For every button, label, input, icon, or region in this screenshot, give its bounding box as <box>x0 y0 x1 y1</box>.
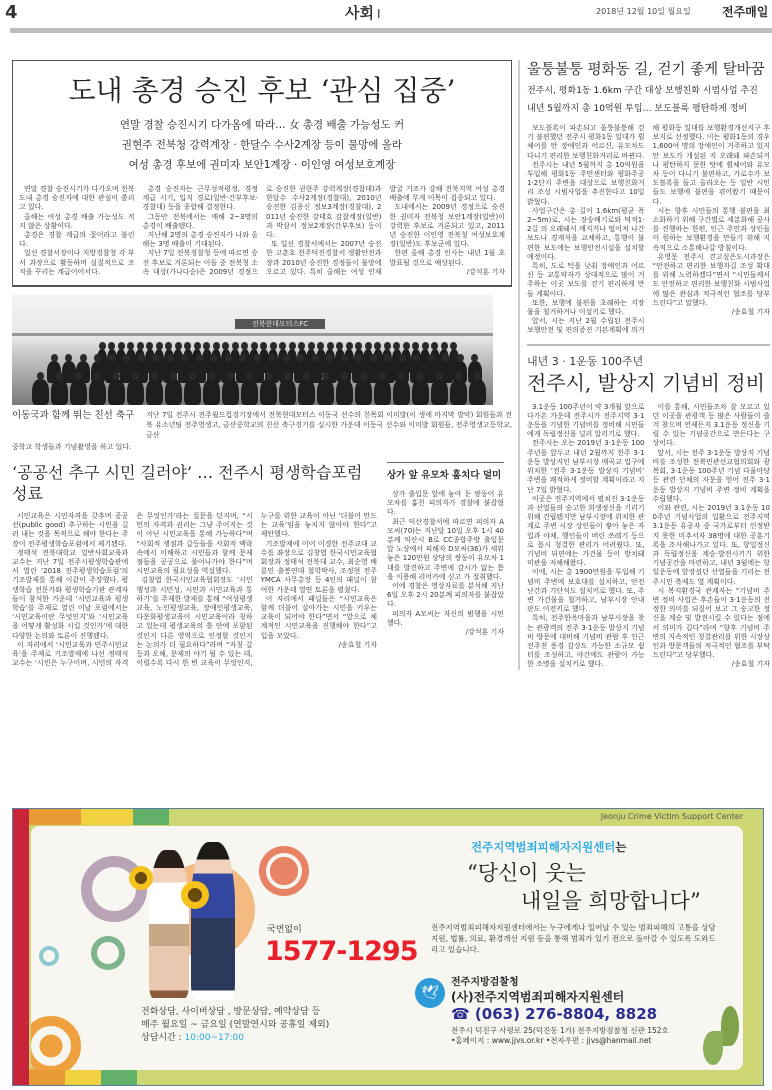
paragraph: 이에 경찰은 영상자료를 분석해 지난 6일 오후 2시 20분께 피의자를 붙잡았다. <box>387 582 504 609</box>
player-head <box>108 342 115 350</box>
paragraph: 상가 출입문 앞에 놓아 둔 쌍둥이 유모차를 훔친 피의자가 경찰에 붙잡혔다. <box>387 490 504 517</box>
player-head <box>146 342 153 350</box>
dove-logo-icon: 🕊 <box>415 978 445 1008</box>
player-head <box>189 372 196 380</box>
byline: /송효철 기자 <box>731 308 770 317</box>
center-address: 전주시 덕진구 사평로 25(덕진동 1가) 전주지방검찰청 신관 152호 <box>451 1026 669 1035</box>
player-head <box>251 342 258 350</box>
paragraph: 연말 경찰 승진시기가 다가오며 전북도내 총경 승진자에 대한 관심이 쏠리고 있다. <box>19 185 135 212</box>
newspaper-name: 전주매일 <box>722 5 769 19</box>
player-figure <box>279 379 296 405</box>
prosecutor-office: 전주지방검찰청 <box>451 977 519 988</box>
paragraph: 이곳은 전주지역에서 펼쳐진 3·1운동과 선열들의 숭고한 희생정신을 기리기 위해 건립됐지만 남부시장에 위치한 관계로 주변 시장 상인들이 쌓아 놓은 자입과 야채, 행인들이 버린 쓰레기 등으로 몹시 청결한 관리가 어려웠다. 또, 기념비 뒤편에는 가건물 등이 방치돼 미관을 저해해왔다. <box>527 494 645 568</box>
stadium-banner: 전북현대모터스FC <box>235 319 325 329</box>
player-head <box>75 372 82 380</box>
toll-free-label: 국번없이 <box>267 925 302 935</box>
paragraph: 보도블록이 파손되고 울퉁불퉁해 걷기 불편했던 전주시 평화1동 일대가 휠체어를 탄 장애인과 어르신, 유모차도 다니기 편리한 보행친화거리로 바뀐다. <box>527 124 645 160</box>
subtitle: 연말 경찰 승진시기 다가옴에 따라… 女 총경 배출 가능성도 커 <box>119 119 405 131</box>
player-head <box>471 354 478 362</box>
player-head <box>151 372 158 380</box>
article-body <box>527 124 770 336</box>
player-figure <box>469 379 486 405</box>
divider <box>527 344 770 346</box>
player-head <box>341 372 348 380</box>
hours-value: 10:00~17:00 <box>184 1033 244 1043</box>
player-figure <box>260 379 277 405</box>
paragraph: 올해는 여성 총경 배출 가능성도 적지 않은 상황이다. <box>19 212 135 230</box>
player-head <box>51 354 58 362</box>
paragraph: 한편 올해 총경 인사는 내년 1월 초 발표될 것으로 예상된다. <box>389 249 505 267</box>
player-head <box>65 354 72 362</box>
player-head <box>355 354 362 362</box>
decor-circle <box>91 936 125 970</box>
paragraph: 정태석 전북대학교 일반사회교육과 교수는 지난 7일 전주시평생학습관에서 열린 ‘2018 전주평생학습포럼’의 기조발제를 통해 이같이 주장했다. 평생학습 전문가와 평생학습기관 관계자들이 참석한 가운데 ‘시민교육과 평생학습’를 주제로 열린 이날 포럼에서는 ‘시민교육이란 무엇인지’와 ‘시민교육을 어떻게 활성화 시킬 것인가’에 대한 다양한 논의와 토론이 진행됐다. <box>12 548 129 640</box>
player-head <box>118 342 125 350</box>
player-head <box>327 342 334 350</box>
green-block <box>101 1069 137 1085</box>
hours-label: 상담시간 : <box>141 1033 185 1043</box>
player-figure <box>146 379 163 405</box>
paragraph: 유영문 전주시 걷고싶은도시과장은 “안전하고 편리한 보행자길 조성 확대를 위해 노력하겠다”면서 “시민들께서도 안전하고 편리한 보행친화 시범사업에 많은 관심과 적극적인 협조를 당부드린다”고 말했다. <box>652 252 770 307</box>
player-figure <box>393 379 410 405</box>
player-head <box>113 372 120 380</box>
player-head <box>403 342 410 350</box>
player-head <box>175 342 182 350</box>
page-number: 4 <box>5 2 18 23</box>
subtitle: 권현주 전북청 강력계장 · 한달수 수사2계장 등이 물망에 올라 <box>121 139 403 151</box>
lead-suffix: 는 <box>615 840 627 854</box>
paragraph: 총경 승진자는 근무성적평정, 경정 계급 시기, 입직 경로(일반·간부후보·경찰대) 등을 종합해 결정한다. <box>142 185 258 212</box>
subtitle: 여성 총경 후보에 권미자 보안1계장 · 이인영 여성보호계장 <box>128 159 396 171</box>
player-head <box>341 354 348 362</box>
paragraph: 그동안 전북에서는 매해 2~3명의 총경이 배출됐다. <box>142 212 258 230</box>
left-column <box>12 60 512 668</box>
player-head <box>289 342 296 350</box>
headline: 전주시, 발상지 기념비 정비 <box>527 370 765 395</box>
player-head <box>431 342 438 350</box>
paragraph: 이에, 시는 총 1900만원을 투입해 기념비 주변에 보호대를 설치하고, 안전난간과 기단석도 설치키로 했다. 또, 주변 가건물을 철거하고, 남부시장 안내판도 이전키로 했다. <box>527 568 645 614</box>
player-head <box>326 354 333 362</box>
paragraph: 총경은 경찰 계급의 꽃이라고 불린다. <box>19 231 135 249</box>
hotline-number: 1577-1295 <box>265 936 418 967</box>
player-head <box>455 372 462 380</box>
player-head <box>137 342 144 350</box>
paragraph: 김창엽 한국시민교육협회장도 ‘시민행성과 시민성, 시민과 시민교육과 통하기’를 주제한 발제를 통해 “여성평생교육, 노인평생교육, 장애인평생교육, 다문화평생교육이 시민교육이라 칭하고 있는데 평생교육의 틀 안에 포함된 것인지 다른 영역으로 인정할 것인지는 논의가 더 필요하다”라며 “자칫 갈등과 오해, 문제의 야기 될 수 있는 데, 이럴수록 다시 한 번 교육이 무엇인지, 누구를 위한 교육이 아닌 ‘더불어 만드는 교육’임을 놓치지 않아야 한다”고 제안했다. <box>136 512 377 668</box>
player-head <box>260 342 267 350</box>
player-head <box>317 342 324 350</box>
player-head <box>412 342 419 350</box>
headline: 울퉁불퉁 평화동 길, 걷기 좋게 탈바꿈 <box>527 62 765 78</box>
stadium-stand <box>12 333 493 336</box>
player-head <box>208 372 215 380</box>
center-web: •홈페이지 : www.jjvs.or.kr •전자우편 : jjvs@hanmail.net <box>451 1036 652 1045</box>
article-body <box>12 512 377 668</box>
service-days: 매주 월요일 ~ 금요일 (연말연시와 공휴일 제외) <box>141 1020 330 1030</box>
player-head <box>365 342 372 350</box>
orange-block <box>29 1069 65 1085</box>
player-head <box>312 354 319 362</box>
yellow-block <box>81 809 133 825</box>
player-head <box>80 354 87 362</box>
girl-figure <box>149 850 189 998</box>
player-head <box>360 372 367 380</box>
decor-circle <box>31 1016 81 1070</box>
player-head <box>399 354 406 362</box>
paragraph: 이 자리에서 패널들은 “시민교육은 함께 더불어 살아가는 시민을 키우는 교육이 되어야 한다”면서 “앞으로 체계적인 시민교육을 진행해야 한다”고 입을 모았다. <box>260 594 377 640</box>
center-phone: ☎ (063) 276-8804, 8828 <box>451 1005 658 1023</box>
player-figure <box>355 379 372 405</box>
byline: /강석훈 기자 <box>465 628 504 637</box>
player-figure <box>450 379 467 405</box>
paragraph: 전주시는 내년 5월까지 총 10억원을 투입해 평화1동 주민센터와 평화주공 1·2단지 주변을 대상으로 보행친화거리 조성 시범사업을 추진한다고 10일 밝혔다. <box>527 160 645 206</box>
service-hours <box>141 1032 329 1045</box>
photo-caption: 지난 7일 전주시 전주월드컵경기장에서 전북현대모터스 이동국 선수의 친목회 이미발(이 생에 마지막 발악) 회원들과 전북 유소년팀 전주영생고, 금산중학교의 친선 축구경기를 실시한 가운데 이동국 선수와 이미발 회원들, 전주영생고등학교, 금산 <box>146 411 512 440</box>
player-head <box>308 342 315 350</box>
player-head <box>167 354 174 362</box>
paragraph: 지난 7일 전북경찰청 등에 따르면 승진 후보로 거론되는 이들 중 전북청 소속 대상(가나다순)은 2009년 경정으로 승진한 권현주 강력계장(경찰대)과 한달수 수사2계장(경찰대), 2010년 승진한 김종신 정보3계장(경찰대), 2011년 승진한 강태호 감찰계장(일반)과 박삼서 정보2계장(간부후보) 등이다. <box>142 185 382 276</box>
header-rule <box>10 28 772 33</box>
advertisement <box>12 808 764 1086</box>
article-stroller <box>387 462 504 637</box>
player-head <box>246 372 253 380</box>
player-figure <box>374 379 391 405</box>
ad-description: 전주지역범죄피해자지원센터에서는 누구에게나 일어날 수 있는 범죄피해의 고통을 상담지원, 법률, 의료, 환경개선 지원 등을 통해 범죄가 있기 전으로 돌아갈 수 있도록 도와드리고 있습니다. <box>431 923 716 954</box>
player-figure <box>336 379 353 405</box>
player-head <box>413 354 420 362</box>
article-police <box>12 60 512 287</box>
article-body <box>387 490 504 637</box>
player-head <box>442 354 449 362</box>
byline: /강석훈 기자 <box>466 267 505 276</box>
player-head <box>196 354 203 362</box>
player-head <box>56 372 63 380</box>
player-figure <box>412 379 429 405</box>
player-head <box>283 354 290 362</box>
player-head <box>370 354 377 362</box>
player-head <box>436 372 443 380</box>
photo-caption-tail: 중학교 학생들과 기념촬영을 하고 있다. <box>12 443 132 452</box>
organization-block <box>421 976 736 1046</box>
player-head <box>322 372 329 380</box>
paragraph: 특히, 전주한옥마을과 남부시장을 찾는 관광객의 전주 3·1운동 발상지 기념비 방문에 대비해 기념비 관람 후 인근 전주천 풍경 감상도 가능한 소규모 쉼터를 조성하고, 야간에도 관람이 가능한 조명을 설치키로 했다. <box>527 614 645 669</box>
sunflower-icon <box>181 881 209 909</box>
player-head <box>303 372 310 380</box>
player-head <box>232 342 239 350</box>
player-head <box>203 342 210 350</box>
orange-block <box>29 809 81 825</box>
player-figure <box>241 379 258 405</box>
player-figure <box>32 379 49 405</box>
player-figure <box>203 379 220 405</box>
paragraph: 특히, 도로 턱을 낮춰 장애인과 어르신 등 교통약자가 상대적으로 많이 거주하는 이곳 보도를 걷기 편리하게 만들 계획이다. <box>527 262 645 298</box>
green-block <box>133 809 169 825</box>
paragraph: 기조발제에 이어 이경한 전주교대 교수를 좌장으로 김창엽 한국시민교육협회장과 정태석 전북대 교수, 최순영 배롱민 출봉연대 철학박사, 조정현 전주YMCA 사무총장 등 4인의 패널이 참여한 가운데 열띤 토론을 펼쳤다. <box>260 539 377 594</box>
byline: /송효철 기자 <box>338 640 377 649</box>
lower-articles <box>12 462 512 668</box>
player-head <box>284 372 291 380</box>
paragraph: 시민교육은 시민자격을 갖추며 공공선(public good) 추구하는 시민을 길러 내는 것을 목적으로 해야 한다는 주장이 전주평생학습포럼에서 제기됐다. <box>12 512 129 548</box>
paragraph: 피의자 A모씨는 자신의 범행을 시인했다. <box>387 609 504 627</box>
player-head <box>279 342 286 350</box>
player-head <box>170 372 177 380</box>
player-head <box>99 342 106 350</box>
yellow-block <box>65 1069 101 1085</box>
player-figure <box>184 379 201 405</box>
slogan-line-1: “당신이 웃는 <box>467 861 586 885</box>
issue-date: 2018년 12월 10일 월요일 <box>596 7 691 16</box>
player-head <box>213 342 220 350</box>
player-head <box>239 354 246 362</box>
service-info <box>141 1006 329 1045</box>
player-head <box>37 372 44 380</box>
decor-circle <box>39 946 59 966</box>
player-head <box>379 372 386 380</box>
player-head <box>384 354 391 362</box>
byline: /송효철 기자 <box>731 660 770 669</box>
paragraph: 도내에서는 2009년 경정으로 승진한 권미자 전북청 보안1계장(일반)이 강력한 후보로 거론되고 있고, 2011년 승진한 이인영 전북청 여성보호계장(일반)도 후보군에 있다. <box>389 203 505 249</box>
player-head <box>450 342 457 350</box>
player-head <box>181 354 188 362</box>
paragraph: 시는 향후 시민들의 통행 불편을 최소화하기 위해 구간별로 세분화해 공사를 진행하는 한편, 인근 주민과 상인들이 원하는 보행환경을 만들기 위해 지속적으로 소통해나갈 방침이다. <box>652 206 770 252</box>
player-figure <box>108 379 125 405</box>
paragraph: 일선 경찰서장이나 지방경찰청 각 부서 과장으로 활동하며 실질적으로 조직을 꾸리는 계급이어서다. <box>19 249 135 276</box>
player-head <box>384 342 391 350</box>
paragraph: 이 자리에서 ‘시민교육과 민주시민교육’을 주제로 기조발제에 나선 정태석 교수는 ‘시민은 누구이며, 시민의 자격은 무엇인가’라는 질문을 던지며, “시민의 자격과 권리는 그냥 주어지는 것이 아닌 시민교육을 통해 가능하다”며 “사회적 쟁점과 갈등들을 사회적 맥락 속에서 이해하고 시민들과 함께 문제점들을 공공으로 풀어나가야 한다”며 시민교육의 필요성을 역설했다. <box>12 512 253 668</box>
player-head <box>123 354 130 362</box>
right-column <box>518 60 770 670</box>
paragraph: 지난해 2명의 총경 승진자가 나와 올해는 3명 배출이 기대된다. <box>142 231 258 249</box>
player-head <box>210 354 217 362</box>
player-head <box>393 342 400 350</box>
article-body <box>527 403 770 670</box>
paragraph: 앞서, 시는 지난 2월 수립된 전주시 보행안전 및 편의증진 기본계획에 의거해 평화동 일대를 보행환경개선지구 후보지로 선정했다. 이는 평화1동의 경우 1,600여 명의 장애인이 거주하고 있지만 보도가 개설된 지 오래돼 파손되거나 평탄하지 못한 탓에 휠체어와 유모차 등이 다니기 불편하고, 가로수가 보도블록을 들고 올라오는 등 일반 시민들도 보행에 불편을 겪어왔기 때문이다. <box>527 124 770 335</box>
paragraph: 최근 익산경찰서에 따르면 피의자 A모씨(70)는 지난달 10일 오후 1시 40분께 익산시 B로 CC종합주방 출입문 앞 노상에서 피해자 D모씨(36)가 세워 놓은 120만원 상당의 쌍둥이 유모차 1대를 발견하고 주변에 감시가 없는 틈을 이용해 리어카에 싣고 가 절취했다. <box>387 517 504 581</box>
player-head <box>298 342 305 350</box>
headline: ‘공공선 추구 시민 길러야’ … 전주시 평생학습포럼 성료 <box>12 463 363 504</box>
article-body <box>19 185 505 277</box>
player-head <box>184 342 191 350</box>
paragraph: 이를 통해, 시민들조차 잘 모르고 있던 이곳을 관광객 등 많은 사람들이 즐겨 찾으며 언제든지 3.1운동 정신을 기릴 수 있는 기념공간으로 만든다는 구상이다. <box>652 402 770 448</box>
slogan-line-2: 내일을 희망합니다” <box>521 889 701 913</box>
player-figure <box>431 379 448 405</box>
section-name: 사회 <box>345 4 374 22</box>
player-figure <box>222 379 239 405</box>
center-name: 전주지역범죄피해자지원센터 <box>471 840 616 854</box>
paragraph: 이와 관련, 시는 2019년 3.1운동 100주년 기념사업의 일환으로 전주지역 3.1운동 유공자 중 국가로부터 인정받지 못한 미추서자 38명에 대한 공훈기록을 조사해나가고 있다. 또, 항일정신과 독립정신을 계승·발전시키기 위한 기념공간을 마련하고, 내년 3월에는 항일운동에 앞장섰던 선열들을 기리는 전주시민 축제도 열 계획이다. <box>652 503 770 586</box>
article-forum <box>12 462 377 668</box>
player-head <box>109 354 116 362</box>
player-head <box>194 342 201 350</box>
services: 전화상담, 사이버상담 , 방문상담, 예약상담 등 <box>141 1007 321 1017</box>
player-head <box>441 342 448 350</box>
player-head <box>422 342 429 350</box>
ad-lead <box>471 840 627 855</box>
player-figure <box>51 379 68 405</box>
player-head <box>152 354 159 362</box>
kicker: 내년 3 · 1운동 100주년 <box>527 354 644 368</box>
player-figure <box>298 379 315 405</box>
paragraph: 사업구간은 총 길이 1.6km(평균 폭 2~5m)로, 시는 장승배기로와 덕적1·2길 의 오래돼서 깨지거나 떨어져 나간 보도나 경계석을 교체하고, 통행이 불편한 보도에는 보행안전시설을 설치할 예정이다. <box>527 206 645 261</box>
player-head <box>428 354 435 362</box>
photo-caption-row <box>12 410 512 440</box>
sunflower-icon <box>129 866 153 890</box>
player-figure <box>70 379 87 405</box>
decor-circle <box>259 846 309 896</box>
player-head <box>474 372 481 380</box>
main-content <box>12 60 770 670</box>
player-head <box>457 354 464 362</box>
boy-figure <box>191 842 235 1000</box>
player-head <box>165 342 172 350</box>
player-head <box>398 372 405 380</box>
player-head <box>346 342 353 350</box>
player-figure <box>127 379 144 405</box>
player-head <box>297 354 304 362</box>
section-title <box>345 2 381 23</box>
player-figure <box>165 379 182 405</box>
paragraph: 3.1운동 100주년이 약 3개월 앞으로 다가온 가운데 전주시가 전주지역 3·1운동을 기념한 기념비를 정비해 시민들에게 독립정신을 널리 알리기로 했다. <box>527 402 645 439</box>
red-stripe <box>13 809 29 1085</box>
player-head <box>265 372 272 380</box>
team-photo <box>12 295 493 405</box>
paragraph: 시 복지환경국 관계자는 “기념비 주변 정비 사업은 후손들이 3·1운동의 진정한 의미를 되짚어 보고 그 숭고한 정신을 계승 및 발전시킬 수 있다는 점에서 의미가 깊다”라며 “향후 기념비 주변의 지속적인 청결관리를 위한 시장상인과 방문객들의 적극적인 협조를 부탁드린다”고 당부했다. <box>652 586 770 660</box>
player-head <box>225 354 232 362</box>
headline: 도내 총경 승진 후보 ‘관심 집중’ <box>68 74 456 107</box>
headline: 상가 앞 유모차 훔치다 덜미 <box>387 470 502 482</box>
subtitle: 내년 5월까지 총 10억원 투입… 보도블록 평탄하게 정비 <box>527 104 748 114</box>
subtitles <box>19 115 505 175</box>
player-head <box>94 354 101 362</box>
player-head <box>156 342 163 350</box>
ad-panel <box>31 826 743 1070</box>
player-figure <box>89 379 106 405</box>
player-head <box>270 342 277 350</box>
player-figure <box>317 379 334 405</box>
player-head <box>268 354 275 362</box>
paragraph: 또한, 보행에 불편을 초래하는 지장물을 철거하거나 이설키로 했다. <box>527 298 645 317</box>
player-head <box>355 342 362 350</box>
player-head <box>227 372 234 380</box>
player-head <box>417 372 424 380</box>
player-head <box>374 342 381 350</box>
paragraph: 전주시는 오는 2019년 3·1운동 100주년을 앞두고 내년 2월까지 전주 3·1운동 발상지인 남부시장 매곡교 입구에 위치한 ‘전주 3·1운동 발상지 기념비’ 주변을 쾌적하게 정비할 계획이라고 지난 7일 밝혔다. <box>527 439 645 494</box>
player-head <box>222 342 229 350</box>
center-org-name: (사)전주지역범죄피해자지원센터 <box>451 990 625 1004</box>
subtitle: 전주시, 평화1동 1.6km 구간 대상 보행친화 시범사업 추진 <box>527 86 758 96</box>
player-head <box>138 354 145 362</box>
photo-caption-title: 이동국과 함께 뛰는 친선 축구 <box>12 410 135 422</box>
player-head <box>94 372 101 380</box>
section-mark: I <box>376 7 381 21</box>
paragraph: 앞서, 시는 전주 3·1운동 발상지 기념비를 조성한 전북민관선교협의회와 광복회, 3·1운동 100주년 기념 다울마당 등 관련 단체의 자문을 얻어 전주 3·1운동 발상지 기념비 주변 정비 계획을 수립했다. <box>652 448 770 503</box>
player-head <box>241 342 248 350</box>
center-english-name: Jeonju Crime Victim Support Center <box>600 812 743 821</box>
paragraph: 또 일선 경찰서에서는 2007년 승진한 고춘호 전주덕진경찰서 생활안전과장과 2010년 승진한 경정들이 물망에 오르고 있다. 특히 올해는 여성 인재 발굴 기조가 강해 전북지역 여성 총경 배출에 무게 이목이 집중되고 있다. <box>266 185 505 276</box>
player-head <box>127 342 134 350</box>
player-head <box>336 342 343 350</box>
player-head <box>254 354 261 362</box>
player-head <box>132 372 139 380</box>
